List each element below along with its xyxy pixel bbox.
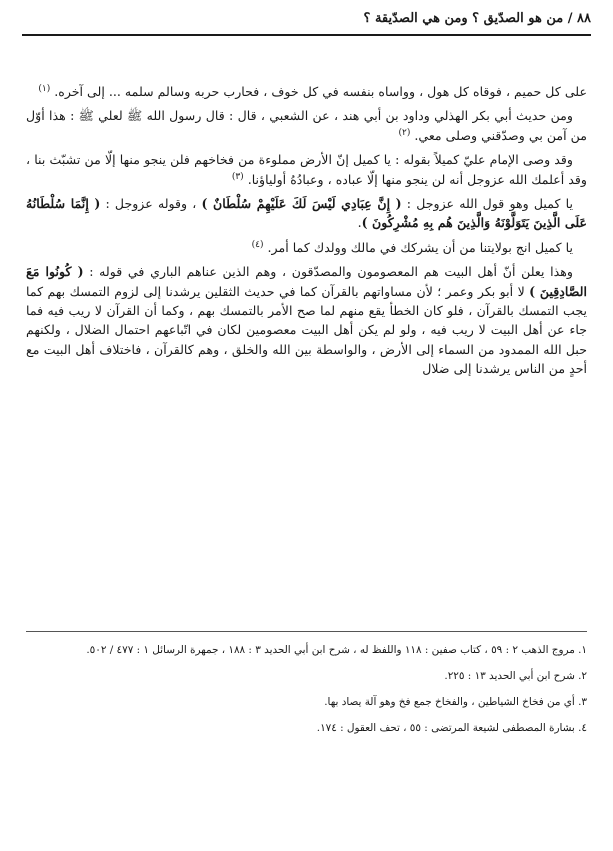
footnote: ٢. شرح ابن أبي الحديد ١٣ : ٢٢٥. bbox=[444, 670, 587, 682]
footnote: ٤. بشارة المصطفى لشيعة المرتضى : ٥٥ ، تحف العقول : ١٧٤. bbox=[316, 722, 587, 734]
quran-verse: ( إِنَّمَا سُلْطَانُهُ عَلَى الَّذِينَ يَتَوَلَّوْنَهُ وَالَّذِينَ هُم بِهِ مُشْرِكُونَ ) bbox=[26, 196, 587, 231]
footnote-ref[interactable]: (٤) bbox=[251, 239, 264, 250]
paragraph: على كل حميم ، فوقاه كل هول ، وواساه بنفسه في كل خوف ، فحارب حربه وسالم سلمه ... إلى آخره. $^{(١)}$ bbox=[38, 83, 587, 99]
quran-verse: ( كُونُوا مَعَ الصَّادِقِينَ ) bbox=[26, 264, 587, 299]
footnote-ref[interactable]: (٣) bbox=[231, 171, 244, 182]
header-divider bbox=[22, 34, 591, 36]
paragraph: وهذا يعلن أنّ أهل البيت هم المعصومون والمصدّقون ، وهم الذين عناهم الباري في قوله : ( كُونُوا مَعَ الصَّادِقِينَ ) لا أبو بكر وعمر ؛ لأن مساواتهم بالقرآن كما في حديث الثقلين يرشدنا إلى لزوم التمسك بهم كما يجب التمسك بالقرآن ، فلو كان الخطأ يقع منهم لما صح الأمر بالتمسك بهم ، وكما أن القرآن لا ريب فيه فما جاء عن أهل البيت لا ريب فيه ، ولو لم يكن أهل البيت معصومين لكان في اتّباعهم احتمال الضلال ، ولكنهم حبل الله الممدود من السماء إلى الأرض ، والواسطة بين الله والخلق ، وهم كالقرآن ، فاختلاف أهل البيت مع أحدٍ من الناس يرشدنا إلى ضلال bbox=[26, 264, 587, 377]
paragraph: يا كميل وهو قول الله عزوجل : ( إِنَّ عِبَادِي لَيْسَ لَكَ عَلَيْهِمْ سُلْطَانٌ ) ، وقوله عزوجل : ( إِنَّمَا سُلْطَانُهُ عَلَى الَّذِينَ يَتَوَلَّوْنَهُ وَالَّذِينَ هُم بِهِ مُشْرِكُونَ ). bbox=[26, 196, 587, 231]
paragraph: يا كميل انج بولايتنا من أن يشركك في مالك وولدك كما أمر. $^{(٤)}$ bbox=[251, 239, 573, 255]
page-header: ٨٨ / من هو الصدّيق ؟ ومن هي الصدّيقة ؟ bbox=[363, 11, 591, 26]
footnote-ref[interactable]: (٢) bbox=[398, 127, 411, 138]
main-text bbox=[26, 82, 587, 384]
footnote: ١. مروج الذهب ٢ : ٥٩ ، كتاب صفين : ١١٨ واللفظ له ، شرح ابن أبي الحديد ٣ : ١٨٨ ، جمهرة الرسائل ١ : ٤٧٧ / ٥٠٢. bbox=[86, 644, 587, 656]
quran-verse: ( إِنَّ عِبَادِي لَيْسَ لَكَ عَلَيْهِمْ سُلْطَانٌ ) bbox=[201, 196, 402, 212]
footnote-divider bbox=[26, 631, 587, 632]
paragraph: ومن حديث أبي بكر الهذلي وداود بن أبي هند ، عن الشعبي ، قال : قال رسول الله ﷺ لعلي ﷺ : هذا أوّل من آمن بي وصدّقني وصلى معي. $^{(٢)}$ bbox=[26, 108, 587, 143]
footnote: ٣. أي من فخاخ الشياطين ، والفخاخ جمع فخ وهو آلة يصاد بها. bbox=[324, 696, 587, 708]
paragraph: وقد وصى الإمام عليّ كميلاً بقوله : يا كميل إنّ الأرض مملوءة من فخاخهم فلن ينجو منها إلّا من تشبّث بنا ، وقد أعلمك الله عزوجل أنه لن ينجو منها إلّا عباده ، وعبادُهُ أولياؤنا. $^{(٣)}$ bbox=[26, 152, 587, 187]
footnotes bbox=[26, 641, 587, 745]
footnote-ref[interactable]: (١) bbox=[38, 83, 51, 94]
